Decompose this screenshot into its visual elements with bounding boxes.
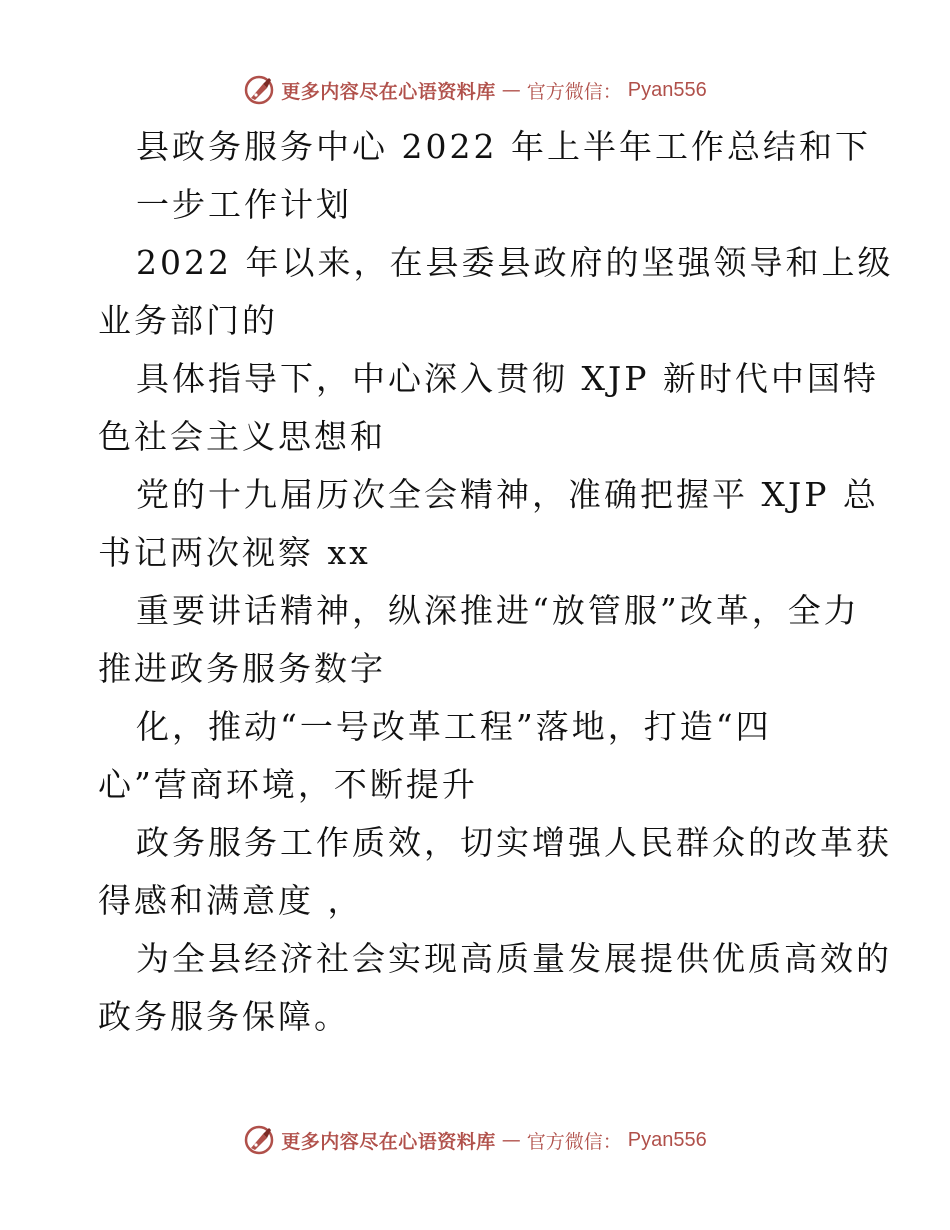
- footer-banner-text: 更多内容尽在心语资料库: [281, 1130, 496, 1153]
- document-body: [98, 118, 894, 1046]
- paragraph-line: 业务部门的: [98, 301, 278, 340]
- paragraph-line: 得感和满意度 ，: [98, 881, 364, 920]
- paragraph-line: 党的十九届历次全会精神，准确把握平 XJP 总: [136, 475, 879, 514]
- paragraph-line: 化，推动“一号改革工程”落地，打造“四: [136, 707, 772, 746]
- footer-wechat-id: Pyan556: [627, 1128, 707, 1151]
- pen-nib-logo-icon: [243, 1124, 275, 1156]
- footer-wechat-label: 官方微信：: [526, 1130, 622, 1153]
- paragraph-line: 重要讲话精神，纵深推进“放管服”改革，全力: [136, 591, 860, 630]
- paragraph-line: 书记两次视察 xx: [98, 533, 371, 572]
- document-title-line-2: 一步工作计划: [136, 185, 352, 224]
- paragraph-line: 政务服务工作质效，切实增强人民群众的改革获: [136, 823, 892, 862]
- paragraph-line: 2022 年以来，在县委县政府的坚强领导和上级: [136, 243, 894, 282]
- paragraph-line: 政务服务保障。: [98, 997, 350, 1036]
- header-banner: [0, 70, 950, 110]
- pen-nib-logo-icon: [243, 74, 275, 106]
- footer-banner: [0, 1120, 950, 1160]
- paragraph-line: 推进政务服务数字: [98, 649, 386, 688]
- header-wechat-id: Pyan556: [627, 78, 707, 101]
- paragraph-line: 具体指导下，中心深入贯彻 XJP 新时代中国特: [136, 359, 879, 398]
- header-banner-text: 更多内容尽在心语资料库: [281, 80, 496, 103]
- header-wechat-label: 官方微信：: [526, 80, 622, 103]
- footer-banner-separator: —: [501, 1129, 521, 1151]
- document-title-line-1: 县政务服务中心 2022 年上半年工作总结和下: [136, 127, 871, 166]
- paragraph-line: 为全县经济社会实现高质量发展提供优质高效的: [136, 939, 892, 978]
- header-banner-separator: —: [501, 79, 521, 101]
- paragraph-line: 心”营商环境，不断提升: [98, 765, 478, 804]
- paragraph-line: 色社会主义思想和: [98, 417, 386, 456]
